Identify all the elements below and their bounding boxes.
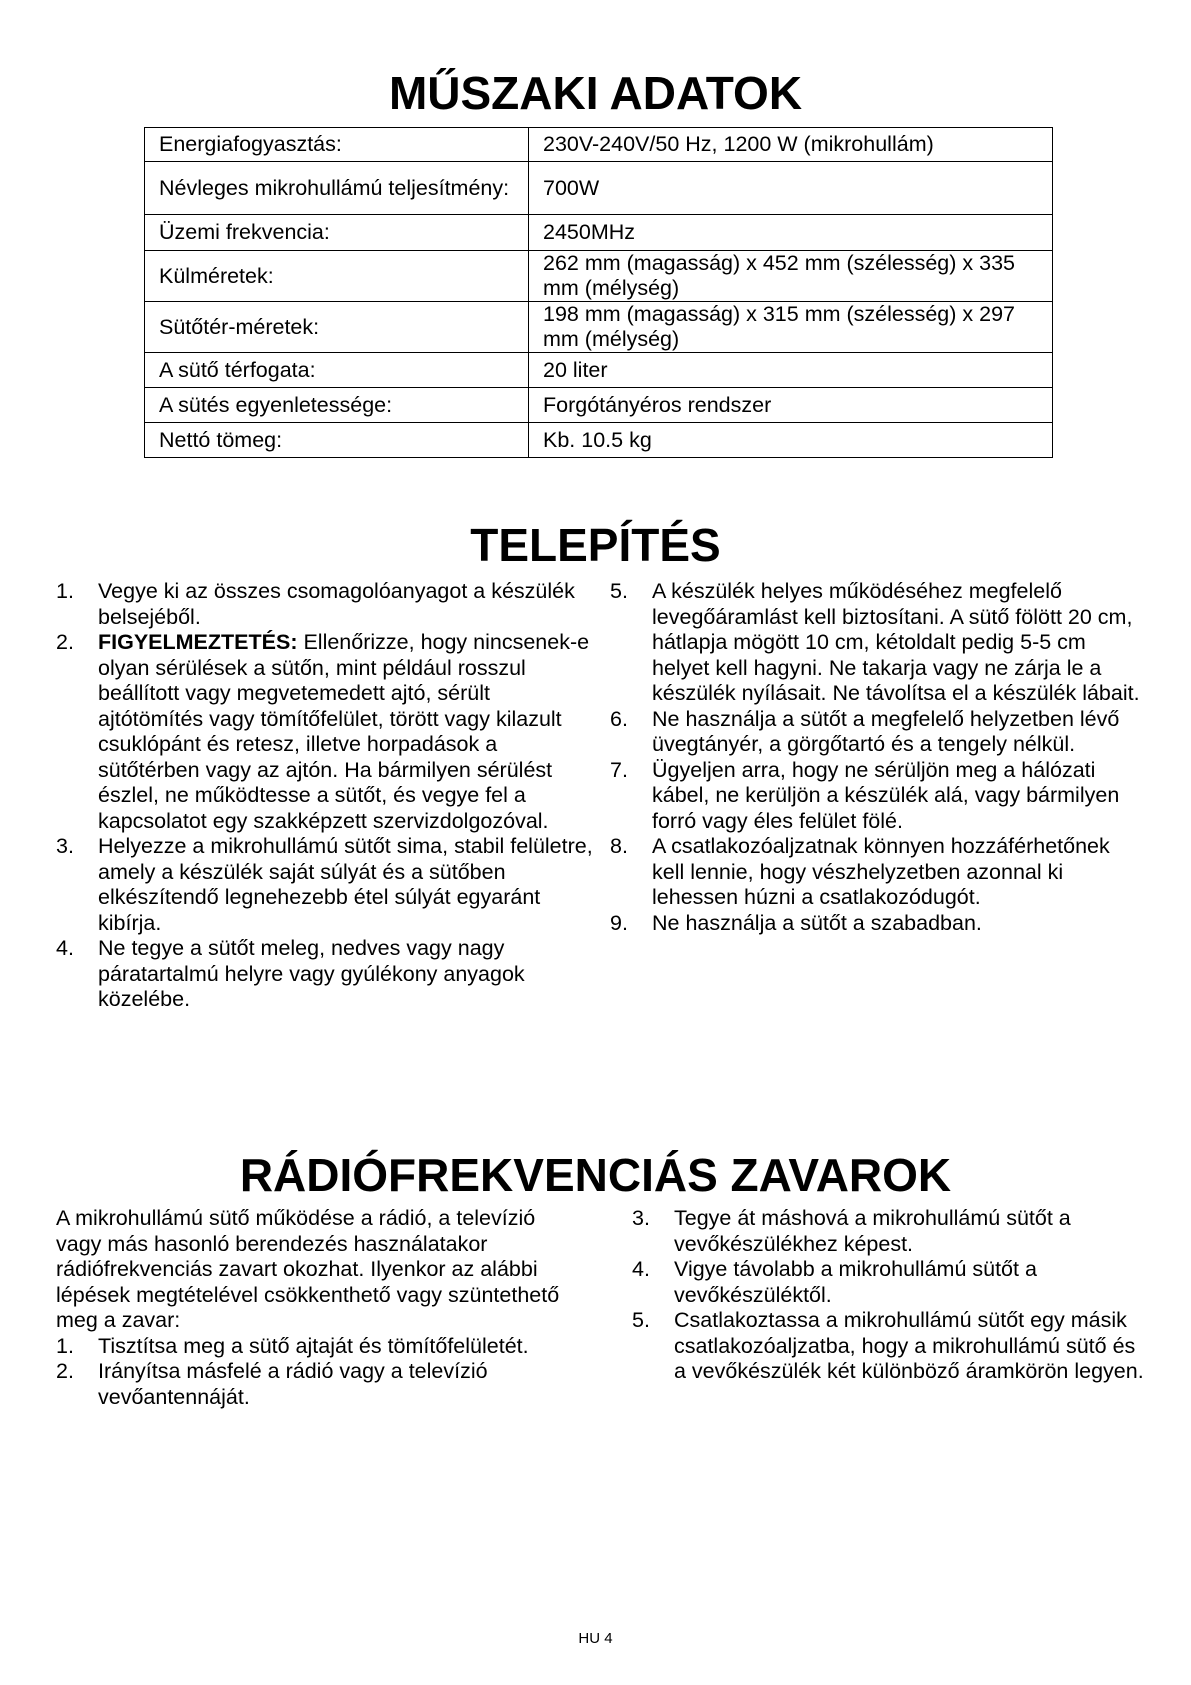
item-number: 1.: [56, 1333, 74, 1358]
spec-key: Névleges mikrohullámú teljesítmény:: [145, 162, 529, 215]
spec-row: [145, 423, 1053, 458]
item-number: 7.: [610, 757, 628, 782]
item-text: Vegye ki az összes csomagolóanyagot a készülék belsejéből.: [98, 579, 575, 629]
spec-value: 700W: [529, 162, 1053, 215]
spec-row: [145, 302, 1053, 353]
item-number: 8.: [610, 834, 628, 858]
install-section-title: TELEPÍTÉS: [470, 519, 721, 571]
item-text: Irányítsa másfelé a rádió vagy a televízió vevőantennáját.: [98, 1359, 488, 1409]
item-text: Ellenőrizze, hogy nincsenek-e olyan sérülések a sütőn, mint például rosszul beállított vagy megvetemedett ajtó, sérült ajtótömítés vagy tömítőfelület, törött vagy kilazult csuklópánt és retesz, illetve horpadások a sütőtérben vagy az ajtón. Ha bármilyen sérülést észlel, ne működtesse a sütőt, és vegye fel a kapcsolatot egy szakképzett szervizdolgozóval.: [98, 630, 590, 833]
list-item: [56, 630, 596, 834]
item-text: Ügyeljen arra, hogy ne sérüljön meg a hálózati kábel, ne kerüljön a készülék alá, vagy bármilyen forró vagy éles felület fölé.: [652, 757, 1120, 833]
item-number: 2.: [56, 630, 74, 654]
spec-value: Kb. 10.5 kg: [529, 423, 1053, 458]
spec-table: [144, 127, 1053, 458]
list-item: [632, 1206, 1152, 1257]
item-text: Helyezze a mikrohullámú sütőt sima, stabil felületre, amely a készülék saját súlyát és a sütőben elkészítendő legnehezebb étel súlyát egyaránt kibírja.: [98, 834, 593, 935]
item-number: 5.: [610, 579, 628, 603]
item-number: 2.: [56, 1359, 74, 1383]
spec-row: [145, 251, 1053, 302]
item-text: A készülék helyes működéséhez megfelelő levegőáramlást kell biztosítani. A sütő fölött 20 cm, hátlapja mögött 10 cm, kétoldalt pedig 5-5 cm helyet kell hagyni. Ne takarja vagy ne zárja le a készülék nyílásait. Ne távolítsa el a készülék lábait.: [652, 579, 1140, 705]
radio-intro: A mikrohullámú sütő működése a rádió, a televízió vagy más hasonló berendezés használatakor rádiófrekvenciás zavart okozhat. Ilyenkor az alábbi lépések megtételével csökkenthető vagy szüntethető meg a zavar:: [56, 1206, 560, 1332]
spec-key: Sütőtér-méretek:: [145, 302, 529, 353]
list-item: [56, 936, 596, 1013]
list-item: [610, 707, 1140, 758]
item-number: 6.: [610, 706, 628, 731]
install-list-left: [56, 579, 596, 1013]
list-item: [632, 1308, 1152, 1385]
list-item: [610, 834, 1140, 911]
spec-row: [145, 353, 1053, 388]
item-number: 3.: [56, 834, 74, 858]
radio-column-right: [632, 1206, 1152, 1385]
spec-section-title: MŰSZAKI ADATOK: [388, 67, 803, 119]
item-text: Tisztítsa meg a sütő ajtaját és tömítőfelületét.: [98, 1333, 529, 1358]
list-item: [610, 579, 1140, 707]
item-text: Tegye át máshová a mikrohullámú sütőt a vevőkészülékhez képest.: [674, 1206, 1071, 1256]
spec-value: 230V-240V/50 Hz, 1200 W (mikrohullám): [529, 128, 1053, 162]
item-text: Ne tegye a sütőt meleg, nedves vagy nagy páratartalmú helyre vagy gyúlékony anyagok közelébe.: [98, 936, 525, 1011]
item-text: Vigye távolabb a mikrohullámú sütőt a vevőkészüléktől.: [674, 1257, 1037, 1307]
spec-row: [145, 162, 1053, 215]
spec-row: [145, 388, 1053, 423]
spec-value: 262 mm (magasság) x 452 mm (szélesség) x 335 mm (mélység): [529, 251, 1053, 302]
item-number: 9.: [610, 910, 628, 935]
spec-key: Nettó tömeg:: [145, 423, 529, 458]
list-item: [610, 758, 1140, 835]
item-number: 5.: [632, 1308, 650, 1332]
list-item: [610, 911, 1140, 937]
item-text: Csatlakoztassa a mikrohullámú sütőt egy másik csatlakozóaljzatba, hogy a mikrohullámú sütő és a vevőkészülék két különböző áramkörön legyen.: [674, 1308, 1144, 1383]
spec-key: Energiafogyasztás:: [145, 128, 529, 162]
item-text: Ne használja a sütőt a szabadban.: [652, 910, 982, 935]
list-item: [56, 1359, 566, 1410]
spec-value: 20 liter: [529, 353, 1053, 388]
spec-key: A sütés egyenletessége:: [145, 388, 529, 423]
item-number: 3.: [632, 1206, 650, 1230]
list-item: [56, 579, 596, 630]
list-item: [56, 1334, 566, 1360]
spec-key: Üzemi frekvencia:: [145, 215, 529, 251]
item-text: Ne használja a sütőt a megfelelő helyzetben lévő üvegtányér, a görgőtartó és a tengely nélkül.: [652, 706, 1120, 756]
spec-row: [145, 215, 1053, 251]
spec-value: 2450MHz: [529, 215, 1053, 251]
item-number: 4.: [632, 1257, 650, 1281]
warning-label: FIGYELMEZTETÉS:: [98, 630, 298, 654]
radio-column-left: [56, 1206, 566, 1410]
list-item: [56, 834, 596, 936]
item-number: 1.: [56, 579, 74, 603]
item-text: A csatlakozóaljzatnak könnyen hozzáférhetőnek kell lennie, hogy vészhelyzetben azonnal ki lehessen húzni a csatlakozódugót.: [652, 834, 1110, 909]
install-list-right: [610, 579, 1140, 936]
list-item: [632, 1257, 1152, 1308]
page-number: HU 4: [578, 1630, 613, 1647]
radio-section-title: RÁDIÓFREKVENCIÁS ZAVAROK: [239, 1149, 952, 1201]
spec-key: Külméretek:: [145, 251, 529, 302]
spec-row: [145, 128, 1053, 162]
spec-value: Forgótányéros rendszer: [529, 388, 1053, 423]
spec-key: A sütő térfogata:: [145, 353, 529, 388]
spec-value: 198 mm (magasság) x 315 mm (szélesség) x 297 mm (mélység): [529, 302, 1053, 353]
item-number: 4.: [56, 936, 74, 960]
